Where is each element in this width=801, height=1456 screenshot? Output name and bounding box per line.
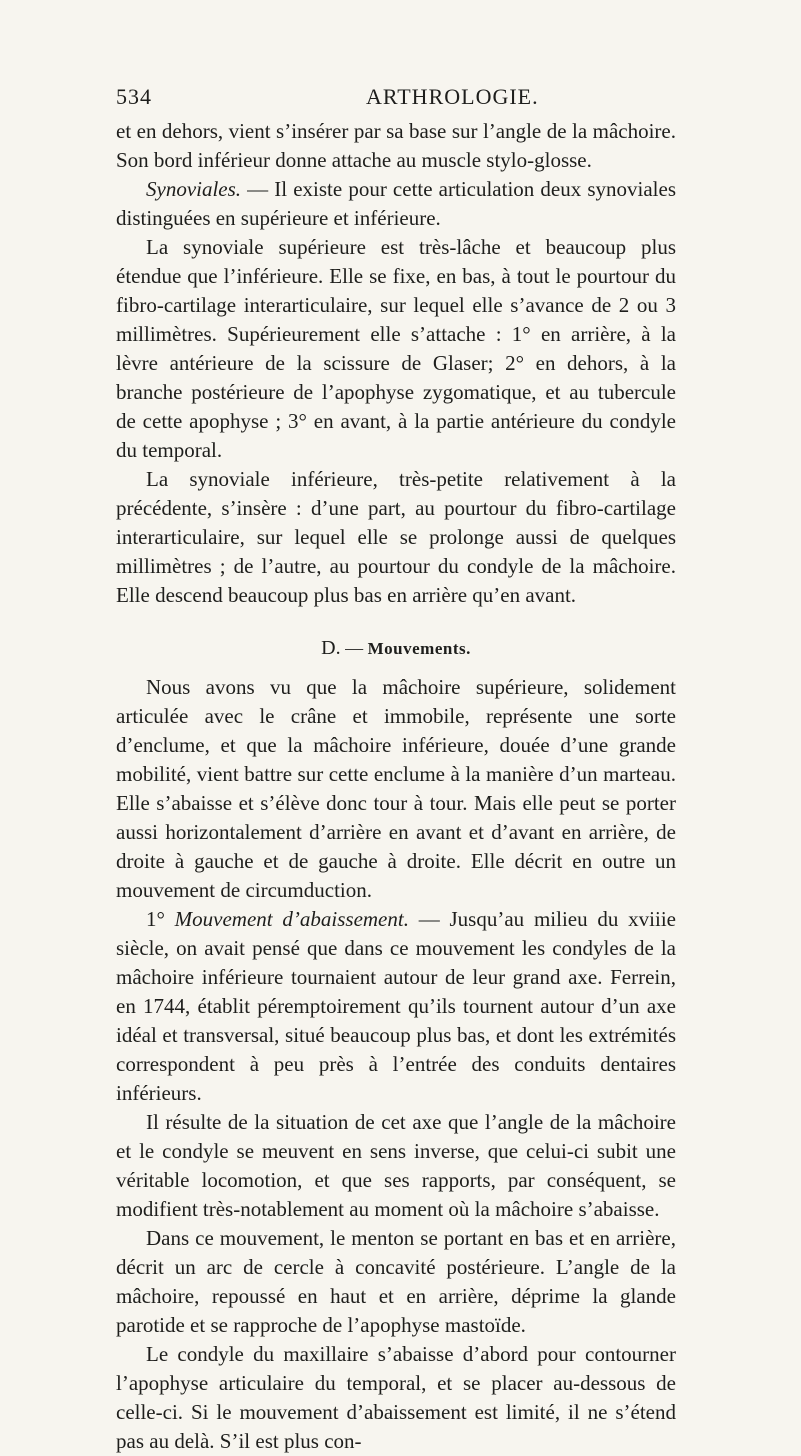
paragraph-abaissement xyxy=(116,905,676,1108)
page-number: 534 xyxy=(116,84,152,109)
section-heading xyxy=(116,634,676,663)
paragraph: Il résulte de la situation de cet axe que l’angle de la mâchoire et le condyle se meuvent en sens inverse, que celui-ci subit une véritable locomotion, et que ses rapports, par conséquent, se modifient très-notablement au moment où la mâchoire s’abaisse. xyxy=(116,1110,676,1221)
paragraph-number: 1° xyxy=(146,907,175,931)
paragraph: Dans ce mouvement, le menton se portant en bas et en arrière, décrit un arc de cercle à concavité postérieure. L’angle de la mâchoire, repoussé en haut et en arrière, déprime la glande parotide et se rapproche de l’apophyse mastoïde. xyxy=(116,1226,676,1337)
paragraph: et en dehors, vient s’insérer par sa base sur l’angle de la mâchoire. Son bord inférieur donne attache au muscle stylo-glosse. xyxy=(116,119,676,172)
paragraph-lead: Mouvement d’abaissement. xyxy=(174,907,409,931)
paragraph-lead: Synoviales. xyxy=(146,177,242,201)
paragraph: Le condyle du maxillaire s’abaisse d’abord pour contourner l’apophyse articulaire du temporal, et se placer au-dessous de celle-ci. Si le mouvement d’abaissement est limité, il ne s’étend pas au delà. S’il est plus con- xyxy=(116,1342,676,1453)
paragraph-text: — Jusqu’au milieu du xviiie siècle, on avait pensé que dans ce mouvement les condyles de la mâchoire inférieure tournaient autour de leur grand axe. Ferrein, en 1744, établit péremptoirement qu’ils tournent autour d’un axe idéal et transversal, situé beaucoup plus bas, et dont les extrémités correspondent à peu près à l’entrée des conduits dentaires inférieurs. xyxy=(116,907,676,1105)
paragraph-synoviales xyxy=(116,175,676,233)
section-dash: — xyxy=(340,638,368,658)
paragraph: La synoviale inférieure, très-petite relativement à la précédente, s’insère : d’une part, au pourtour du fibro-cartilage interarticulaire, sur lequel elle se prolonge aussi de quelques millimètres ; de l’autre, au pourtour du condyle de la mâchoire. Elle descend beaucoup plus bas en arrière qu’en avant. xyxy=(116,467,676,607)
page-body xyxy=(116,117,676,1456)
section-title: Mouvements. xyxy=(367,639,471,658)
paragraph-text: — Il existe pour cette articulation deux synoviales distinguées en supérieure et inférieure. xyxy=(116,177,676,230)
paragraph: Nous avons vu que la mâchoire supérieure, solidement articulée avec le crâne et immobile, représente une sorte d’enclume, et que la mâchoire inférieure, douée d’une grande mobilité, vient battre sur cette enclume à la manière d’un marteau. Elle s’abaisse et s’élève donc tour à tour. Mais elle peut se porter aussi horizontalement d’arrière en avant et d’avant en arrière, de droite à gauche et de gauche à droite. Elle décrit en outre un mouvement de circumduction. xyxy=(116,675,676,902)
section-letter: D. xyxy=(321,637,341,659)
paragraph: La synoviale supérieure est très-lâche et beaucoup plus étendue que l’inférieure. Elle se fixe, en bas, à tout le pourtour du fibro-cartilage interarticulaire, sur lequel elle s’avance de 2 ou 3 millimètres. Supérieurement elle s’attache : 1° en arrière, à la lèvre antérieure de la scissure de Glaser; 2° en dehors, à la branche postérieure de l’apophyse zygomatique, et au tubercule de cette apophyse ; 3° en avant, à la partie antérieure du condyle du temporal. xyxy=(116,235,676,462)
running-title: ARTHROLOGIE. xyxy=(366,84,539,109)
